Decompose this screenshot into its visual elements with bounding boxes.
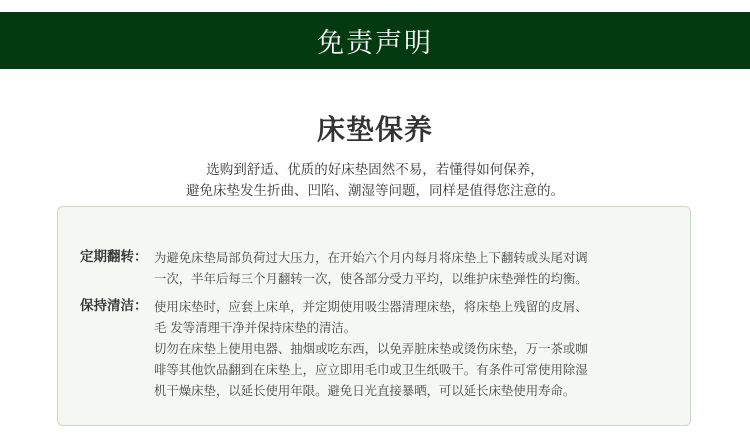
care-item-line: 机干燥床垫，以延长使用年限。避免日光直接暴晒，可以延长床垫使用寿命。 bbox=[154, 383, 576, 398]
care-item-line: 切勿在床垫上使用电器、抽烟或吃东西，以免弄脏床垫或烫伤床垫，万一茶或咖 bbox=[154, 341, 588, 356]
care-item-line: 为避免床垫局部负荷过大压力，在开始六个月内每月将床垫上下翻转或头尾对调 bbox=[154, 250, 588, 265]
care-item-line: 使用床垫时，应套上床单，并定期使用吸尘器清理床垫，将床垫上残留的皮屑、 bbox=[154, 299, 588, 314]
disclaimer-banner bbox=[0, 12, 750, 69]
care-item-label: 保持清洁： bbox=[80, 298, 148, 314]
care-item-line: 毛 发等清理干净并保持床垫的清洁。 bbox=[154, 320, 357, 335]
top-strip bbox=[0, 0, 750, 12]
care-item-line: 啡等其他饮品翻到在床垫上，应立即用毛巾或卫生纸吸干。有条件可常使用除湿 bbox=[154, 362, 588, 377]
intro-text bbox=[0, 160, 750, 202]
care-item-line: 一次，半年后每三个月翻转一次，使各部分受力平均，以维护床垫弹性的均衡。 bbox=[154, 271, 588, 286]
care-item-clean bbox=[80, 296, 680, 401]
intro-line: 避免床垫发生折曲、凹陷、潮湿等问题，同样是值得您注意的。 bbox=[186, 183, 564, 199]
care-item-label: 定期翻转： bbox=[80, 249, 148, 265]
care-item-flip bbox=[80, 247, 680, 289]
care-tips-card bbox=[57, 206, 691, 426]
care-item-body bbox=[154, 296, 680, 401]
care-item-body bbox=[154, 247, 680, 289]
banner-title: 免责声明 bbox=[317, 28, 433, 59]
intro-line: 选购到舒适、优质的好床垫固然不易，若懂得如何保养， bbox=[206, 162, 544, 178]
section-title: 床垫保养 bbox=[316, 113, 433, 146]
